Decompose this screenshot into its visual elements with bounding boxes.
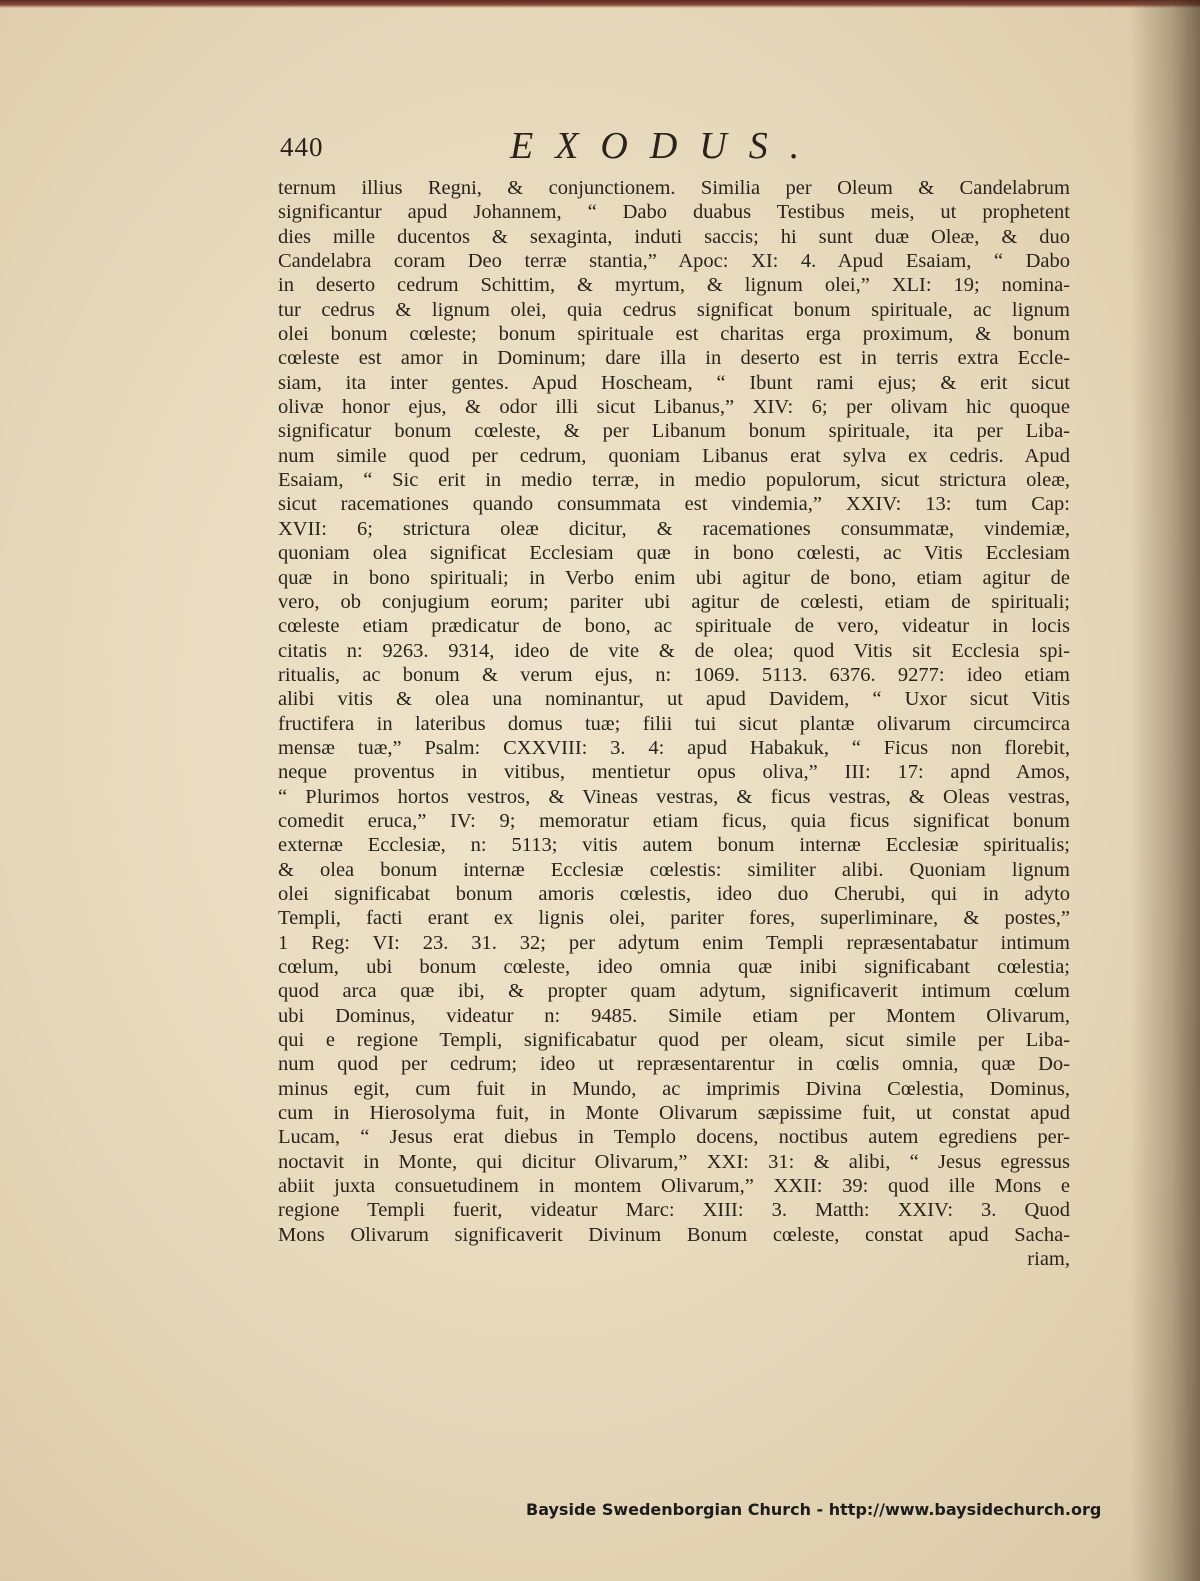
text-line: Esaiam, “ Sic erit in medio terræ, in medio populorum, sicut strictura oleæ,	[278, 469, 1070, 492]
page-header	[280, 124, 1070, 174]
text-line: tur cedrus & lignum olei, quia cedrus significat bonum spirituale, ac lignum	[278, 298, 1070, 321]
text-line: regione Templi fuerit, videatur Marc: XIII: 3. Matth: XXIV: 3. Quod	[278, 1199, 1070, 1222]
text-line: ubi Dominus, videatur n: 9485. Simile etiam per Montem Olivarum,	[278, 1004, 1070, 1027]
text-line: Mons Olivarum significaverit Divinum Bonum cœleste, constat apud Sacha-	[278, 1223, 1070, 1246]
page-gutter-shadow	[1130, 0, 1200, 1581]
text-line: fructifera in lateribus domus tuæ; filii tui sicut plantæ olivarum circumcirca	[278, 712, 1070, 735]
text-line: & olea bonum internæ Ecclesiæ cœlestis: similiter alibi. Quoniam lignum	[278, 858, 1070, 881]
text-line: Lucam, “ Jesus erat diebus in Templo docens, noctibus autem egrediens per-	[278, 1126, 1070, 1149]
text-line: Templi, facti erant ex lignis olei, pariter fores, superliminare, & postes,”	[278, 907, 1070, 930]
text-line: vero, ob conjugium eorum; pariter ubi agitur de cœlesti, etiam de spirituali;	[278, 590, 1070, 613]
text-line: Candelabra coram Deo terræ stantia,” Apoc: XI: 4. Apud Esaiam, “ Dabo	[278, 250, 1070, 273]
page-number: 440	[280, 132, 324, 162]
text-line: minus egit, cum fuit in Mundo, ac imprimis Divina Cœlestia, Dominus,	[278, 1077, 1070, 1100]
text-line: quæ in bono spirituali; in Verbo enim ubi agitur de bono, etiam agitur de	[278, 566, 1070, 589]
running-title: EXODUS.	[510, 125, 822, 167]
text-line: neque proventus in vitibus, mentietur opus oliva,” III: 17: apnd Amos,	[278, 761, 1070, 784]
text-line: comedit eruca,” IV: 9; memoratur etiam ficus, quia ficus significat bonum	[278, 809, 1070, 832]
text-line: 1 Reg: VI: 23. 31. 32; per adytum enim Templi repræsentabatur intimum	[278, 931, 1070, 954]
text-line: cœlum, ubi bonum cœleste, ideo omnia quæ inibi significabant cœlestia;	[278, 956, 1070, 978]
text-line: quod arca quæ ibi, & propter quam adytum, significaverit intimum cœlum	[278, 980, 1070, 1003]
text-line: sicut racemationes quando consummata est vindemia,” XXIV: 13: tum Cap:	[278, 493, 1070, 516]
body-text	[278, 176, 1070, 1271]
text-line: siam, ita inter gentes. Apud Hoscheam, “ Ibunt rami ejus; & erit sicut	[278, 371, 1070, 394]
footer-text: Bayside Swedenborgian Church - http://www.baysidechurch.org	[526, 1500, 1102, 1519]
text-line: alibi vitis & olea una nominantur, ut apud Davidem, “ Uxor sicut Vitis	[278, 688, 1070, 711]
text-line: cœleste etiam prædicatur de bono, ac spirituale de vero, videatur in locis	[278, 615, 1070, 638]
text-line: olivæ honor ejus, & odor illi sicut Libanus,” XIV: 6; per olivam hic quoque	[278, 396, 1070, 419]
text-line: quoniam olea significat Ecclesiam quæ in bono cœlesti, ac Vitis Ecclesiam	[278, 542, 1070, 565]
footer-credit	[526, 1500, 1101, 1519]
text-line: in deserto cedrum Schittim, & myrtum, & lignum olei,” XLI: 19; nomina-	[278, 274, 1070, 297]
text-line: num simile quod per cedrum, quoniam Libanus erat sylva ex cedris. Apud	[278, 444, 1070, 467]
text-line: citatis n: 9263. 9314, ideo de vite & de olea; quod Vitis sit Ecclesia spi-	[278, 639, 1070, 662]
text-line: abiit juxta consuetudinem in montem Olivarum,” XXII: 39: quod ille Mons e	[278, 1175, 1070, 1198]
text-line: “ Plurimos hortos vestros, & Vineas vestras, & ficus vestras, & Oleas vestras,	[278, 785, 1070, 808]
text-line: riam,	[1027, 1248, 1070, 1271]
text-line: noctavit in Monte, qui dicitur Olivarum,” XXI: 31: & alibi, “ Jesus egressus	[278, 1150, 1070, 1173]
text-line: olei significabat bonum amoris cœlestis, ideo duo Cherubi, qui in adyto	[278, 882, 1070, 905]
text-line: num quod per cedrum; ideo ut repræsentarentur in cœlis omnia, quæ Do-	[278, 1053, 1070, 1076]
text-line: significatur bonum cœleste, & per Libanum bonum spirituale, ita per Liba-	[278, 420, 1070, 443]
text-line: externæ Ecclesiæ, n: 5113; vitis autem bonum internæ Ecclesiæ spiritualis;	[278, 834, 1070, 857]
text-line: significantur apud Johannem, “ Dabo duabus Testibus meis, ut prophetent	[278, 201, 1070, 224]
page-top-edge	[0, 0, 1200, 8]
text-line: XVII: 6; strictura oleæ dicitur, & racemationes consummatæ, vindemiæ,	[278, 517, 1070, 540]
text-line: ternum illius Regni, & conjunctionem. Similia per Oleum & Candelabrum	[278, 177, 1070, 199]
text-line: cum in Hierosolyma fuit, in Monte Olivarum sæpissime fuit, ut constat apud	[278, 1102, 1070, 1125]
text-line: dies mille ducentos & sexaginta, induti saccis; hi sunt duæ Oleæ, & duo	[278, 225, 1070, 248]
text-line: mensæ tuæ,” Psalm: CXXVIII: 3. 4: apud Habakuk, “ Ficus non florebit,	[278, 736, 1070, 759]
text-line: ritualis, ac bonum & verum ejus, n: 1069. 5113. 6376. 9277: ideo etiam	[278, 663, 1070, 686]
text-line: qui e regione Templi, significabatur quod per oleam, sicut simile per Liba-	[278, 1029, 1070, 1052]
text-line: olei bonum cœleste; bonum spirituale est charitas erga proximum, & bonum	[278, 323, 1070, 346]
text-line: cœleste est amor in Dominum; dare illa in deserto est in terris extra Eccle-	[278, 347, 1070, 370]
